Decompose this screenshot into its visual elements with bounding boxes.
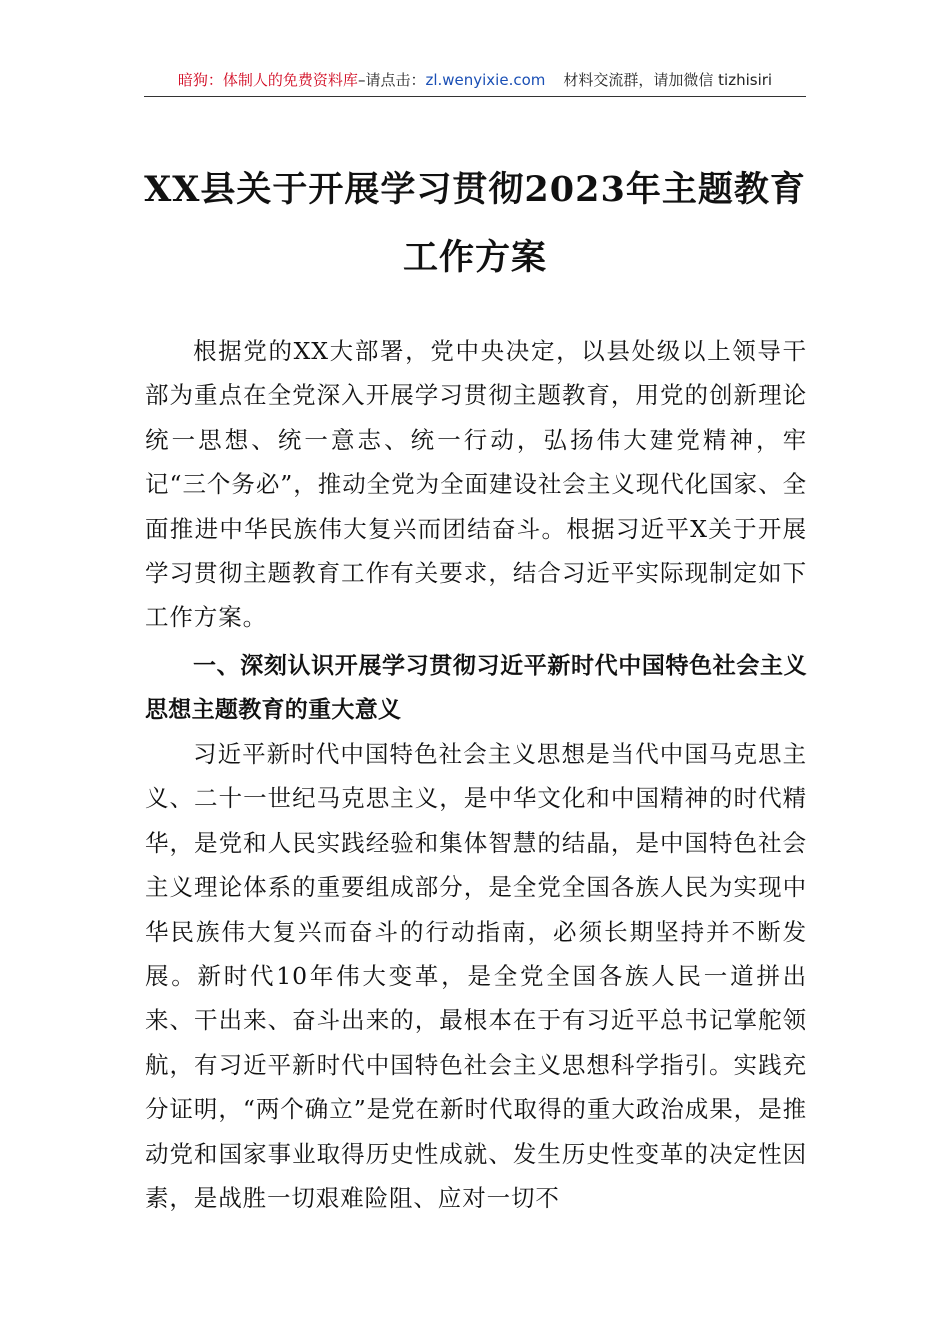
page-header <box>144 66 806 97</box>
header-brand: 暗狗：体制人的免费资料库 <box>177 71 358 89</box>
paragraph-intro: 根据党的XX大部署，党中央决定，以县处级以上领导干部为重点在全党深入开展学习贯彻主题教育，用党的创新理论统一思想、统一意志、统一行动，弘扬伟大建党精神，牢记“三个务必”，推动全党为全面建设社会主义现代化国家、全面推进中华民族伟大复兴而团结奋斗。根据习近平X关于开展学习贯彻主题教育工作有关要求，结合习近平实际现制定如下工作方案。 <box>145 337 807 632</box>
document-title-line-2: 工作方案 <box>402 237 547 278</box>
section-heading-1: 一、深刻认识开展学习贯彻习近平新时代中国特色社会主义思想主题教育的重大意义 <box>145 653 807 724</box>
header-link[interactable]: zl.wenyixie.com <box>425 71 546 89</box>
header-contact: 材料交流群，请加微信 tizhisiri <box>563 71 773 89</box>
paragraph-section-1: 习近平新时代中国特色社会主义思想是当代中国马克思主义、二十一世纪马克思主义，是中华文化和中国精神的时代精华，是党和人民实践经验和集体智慧的结晶，是中国特色社会主义理论体系的重要组成部分，是全党全国各族人民为实现中华民族伟大复兴而奋斗的行动指南，必须长期坚持并不断发展。新时代10年伟大变革，是全党全国各族人民一道拼出来、干出来、奋斗出来的，最根本在于有习近平总书记掌舵领航，有习近平新时代中国特色社会主义思想科学指引。实践充分证明，“两个确立”是党在新时代取得的重大政治成果，是推动党和国家事业取得历史性成就、发生历史性变革的决定性因素，是战胜一切艰难险阻、应对一切不 <box>145 740 807 1213</box>
document-title-line-1: XX县关于开展学习贯彻2023年主题教育 <box>144 169 806 210</box>
header-link-prefix: –请点击： <box>357 71 426 89</box>
